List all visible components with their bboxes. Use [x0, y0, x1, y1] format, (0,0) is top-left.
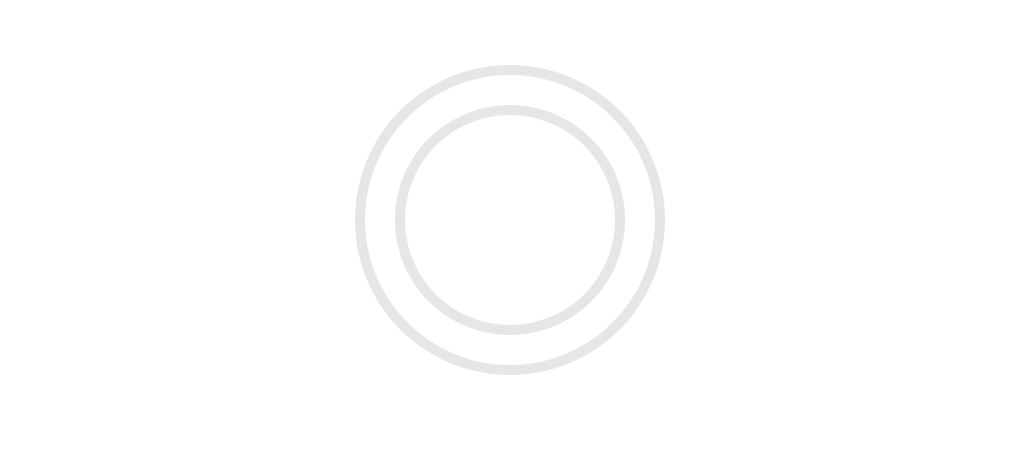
signature-line — [12, 414, 1012, 430]
details-line — [12, 258, 1012, 274]
details-paragraph — [12, 130, 1012, 274]
conditions-line — [12, 296, 1012, 312]
file-number — [12, 24, 1012, 40]
intro-line — [12, 82, 1012, 98]
parties-line — [12, 40, 1012, 56]
spacer — [12, 120, 1012, 130]
conditions-line — [12, 360, 1012, 376]
details-line — [12, 178, 1012, 194]
intro-line — [12, 66, 1012, 82]
instruction-line — [12, 104, 1012, 120]
conditions-line — [12, 328, 1012, 344]
conditions-line — [12, 280, 1012, 296]
details-line — [12, 130, 1012, 146]
conditions-line — [12, 312, 1012, 328]
details-line — [12, 194, 1012, 210]
conditions-paragraph — [12, 280, 1012, 408]
details-line — [12, 146, 1012, 162]
conditions-line — [12, 376, 1012, 392]
conditions-line — [12, 392, 1012, 408]
notice-heading — [12, 8, 1012, 24]
intro-paragraph — [12, 66, 1012, 98]
details-line — [12, 226, 1012, 242]
details-line — [12, 242, 1012, 258]
spacer — [12, 56, 1012, 66]
details-line — [12, 162, 1012, 178]
details-line — [12, 210, 1012, 226]
conditions-line — [12, 344, 1012, 360]
